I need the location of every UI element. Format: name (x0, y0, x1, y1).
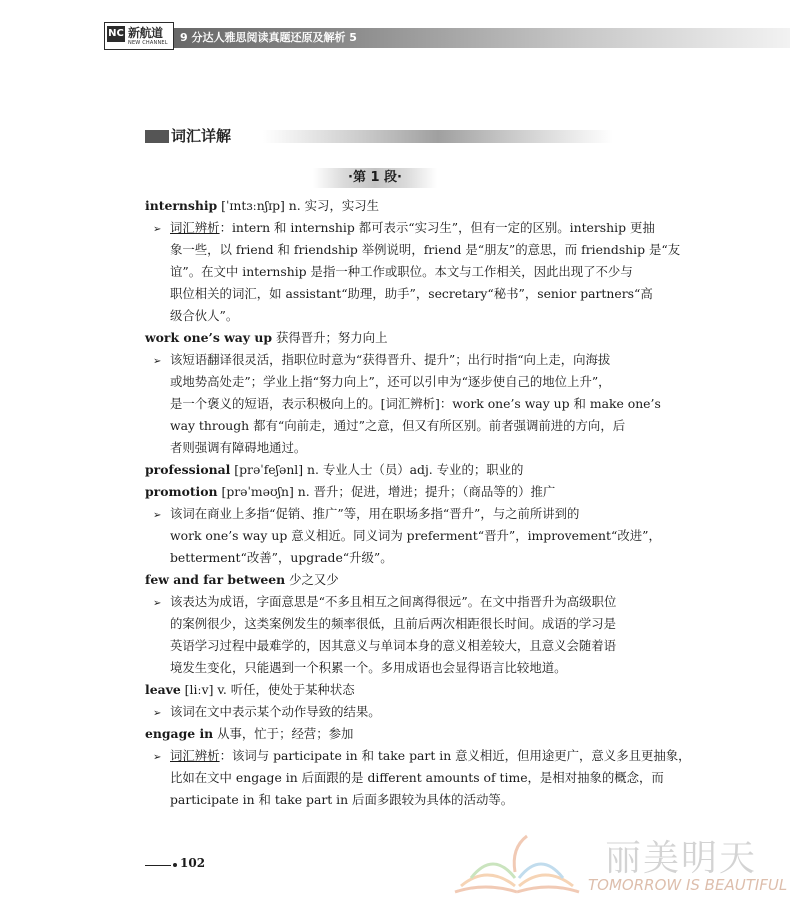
vocab-note-line (145, 635, 645, 657)
vocab-word: professional (145, 462, 231, 477)
vocab-definition: [prəˈfeʃənl] n. 专业人士（员）adj. 专业的；职业的 (230, 462, 524, 477)
note-text: 英语学习过程中最难学的，因其意义与单词本身的意义相差较大，且意义会随着语 (170, 638, 617, 653)
note-text: 的案例很少，这类案例发生的频率很低，且前后两次相距很长时间。成语的学习是 (170, 616, 617, 631)
note-text: ：该词与 participate in 和 take part in 意义相近，但用途更广，意义多且更抽象， (219, 748, 691, 763)
vocab-note-line (145, 261, 645, 283)
vocab-word: few and far between (145, 572, 286, 587)
logo-chinese-name: 新航道 (128, 26, 163, 40)
vocab-definition: [ˈɪntɜːnʃɪp] n. 实习，实习生 (217, 198, 380, 213)
arrow-bullet-icon: ➢ (153, 598, 162, 609)
note-text: betterment“改善”，upgrade“升级”。 (170, 550, 393, 565)
vocab-note-line (145, 657, 645, 679)
section-heading (145, 124, 615, 150)
arrow-bullet-icon: ➢ (153, 708, 162, 719)
vocab-word: internship (145, 198, 218, 213)
note-text: work one’s way up 意义相近。同义词为 preferment“晋升”，improvement“改进”， (170, 528, 661, 543)
vocab-note-line (145, 415, 645, 437)
arrow-bullet-icon: ➢ (153, 510, 162, 521)
vocab-note-line (145, 239, 681, 261)
vocab-definition: [prəˈməʊʃn] n. 晋升；促进，增进；提升；（商品等的）推广 (217, 484, 556, 499)
vocab-note (145, 349, 645, 371)
vocabulary-list (145, 195, 691, 811)
note-text: 该表达为成语，字面意思是“不多且相互之间离得很远”。在文中指晋升为高级职位 (170, 594, 617, 609)
note-text: participate in 和 take part in 后面多跟较为具体的活动等。 (170, 792, 514, 807)
vocab-note (145, 745, 691, 767)
note-text: 者则强调有障碍地通过。 (170, 440, 307, 455)
vocab-entry (145, 459, 645, 481)
vocab-entry (145, 569, 645, 591)
vocab-word: engage in (145, 726, 214, 741)
logo-mark: NC (107, 26, 125, 42)
section-title: 词汇详解 (171, 127, 232, 145)
vocab-note-line (145, 393, 661, 415)
vocab-definition: 少之又少 (285, 572, 339, 587)
vocab-entry (145, 481, 645, 503)
note-tag: 词汇辨析 (170, 220, 220, 235)
vocab-entry (145, 195, 645, 217)
vocab-note (145, 701, 645, 723)
vocab-definition: 从事，忙于；经营；参加 (213, 726, 354, 741)
note-text: 是一个褒义的短语，表示积极向上的。[词汇辨析]：work one’s way up 和 make one’s (170, 396, 661, 411)
page-header (104, 22, 790, 52)
vocab-note-line (145, 789, 645, 811)
vocab-entry (145, 679, 645, 701)
note-text: 该词在文中表示某个动作导致的结果。 (170, 704, 381, 719)
vocab-note-line (145, 525, 661, 547)
arrow-bullet-icon: ➢ (153, 356, 162, 367)
vocab-word: promotion (145, 484, 218, 499)
section-bar (263, 130, 613, 143)
note-text: 该词在商业上多指“促销、推广”等，用在职场多指“晋升”，与之前所讲到的 (170, 506, 580, 521)
paragraph-label: ·第 1 段· (313, 168, 437, 188)
footer-line (145, 865, 171, 866)
vocab-word: leave (145, 682, 181, 697)
page-number: 102 (180, 856, 206, 870)
note-text: 级合伙人”。 (170, 308, 239, 323)
note-tag: 词汇辨析 (170, 748, 220, 763)
note-text: 或地势高处走”；学业上指“努力向上”，还可以引申为“逐步使自己的地位上升”， (170, 374, 611, 389)
vocab-note (145, 217, 655, 239)
note-text: 境发生变化，只能遇到一个积累一个。多用成语也会显得语言比较地道。 (170, 660, 567, 675)
note-text: way through 都有“向前走，通过”之意，但又有所区别。前者强调前进的方向，后 (170, 418, 626, 433)
publisher-logo (104, 22, 174, 50)
vocab-note (145, 503, 645, 525)
note-text: 比如在文中 engage in 后面跟的是 different amounts of time，是相对抽象的概念，而 (170, 770, 664, 785)
vocab-note-line (145, 613, 645, 635)
vocab-note-line (145, 305, 645, 327)
book-title: 9 分达人雅思阅读真题还原及解析 5 (180, 31, 357, 44)
note-text: 象一些，以 friend 和 friendship 举例说明，friend 是“朋友”的意思，而 friendship 是“友 (170, 242, 681, 257)
arrow-bullet-icon: ➢ (153, 752, 162, 763)
vocab-definition: [liːv] v. 听任，使处于某种状态 (180, 682, 355, 697)
note-text: 谊”。在文中 internship 是指一种工作或职位。本文与工作相关，因此出现了不少与 (170, 264, 633, 279)
watermark-english: TOMORROW IS BEAUTIFUL (588, 876, 788, 894)
note-text: ：intern 和 internship 都可表示“实习生”，但有一定的区别。intership 更抽 (219, 220, 655, 235)
vocab-note-line (145, 547, 645, 569)
vocab-note-line (145, 767, 664, 789)
note-text: 该短语翻译很灵活，指职位时意为“获得晋升、提升”；出行时指“向上走，向海拔 (170, 352, 611, 367)
footer-dot (173, 863, 177, 867)
vocab-note (145, 591, 645, 613)
section-marker (145, 130, 169, 143)
vocab-entry (145, 723, 645, 745)
watermark (445, 828, 790, 900)
note-text: 职位相关的词汇，如 assistant“助理，助手”，secretary“秘书”，senior partners“高 (170, 286, 653, 301)
vocab-definition: 获得晋升；努力向上 (272, 330, 388, 345)
vocab-note-line (145, 437, 645, 459)
vocab-word: work one’s way up (145, 330, 272, 345)
logo-english-name: NEW CHANNEL (128, 40, 168, 46)
arrow-bullet-icon: ➢ (153, 224, 162, 235)
watermark-chinese: 丽美明天 (605, 838, 758, 879)
vocab-entry (145, 327, 645, 349)
watermark-book-icon (445, 828, 595, 900)
vocab-note-line (145, 371, 645, 393)
vocab-note-line (145, 283, 653, 305)
